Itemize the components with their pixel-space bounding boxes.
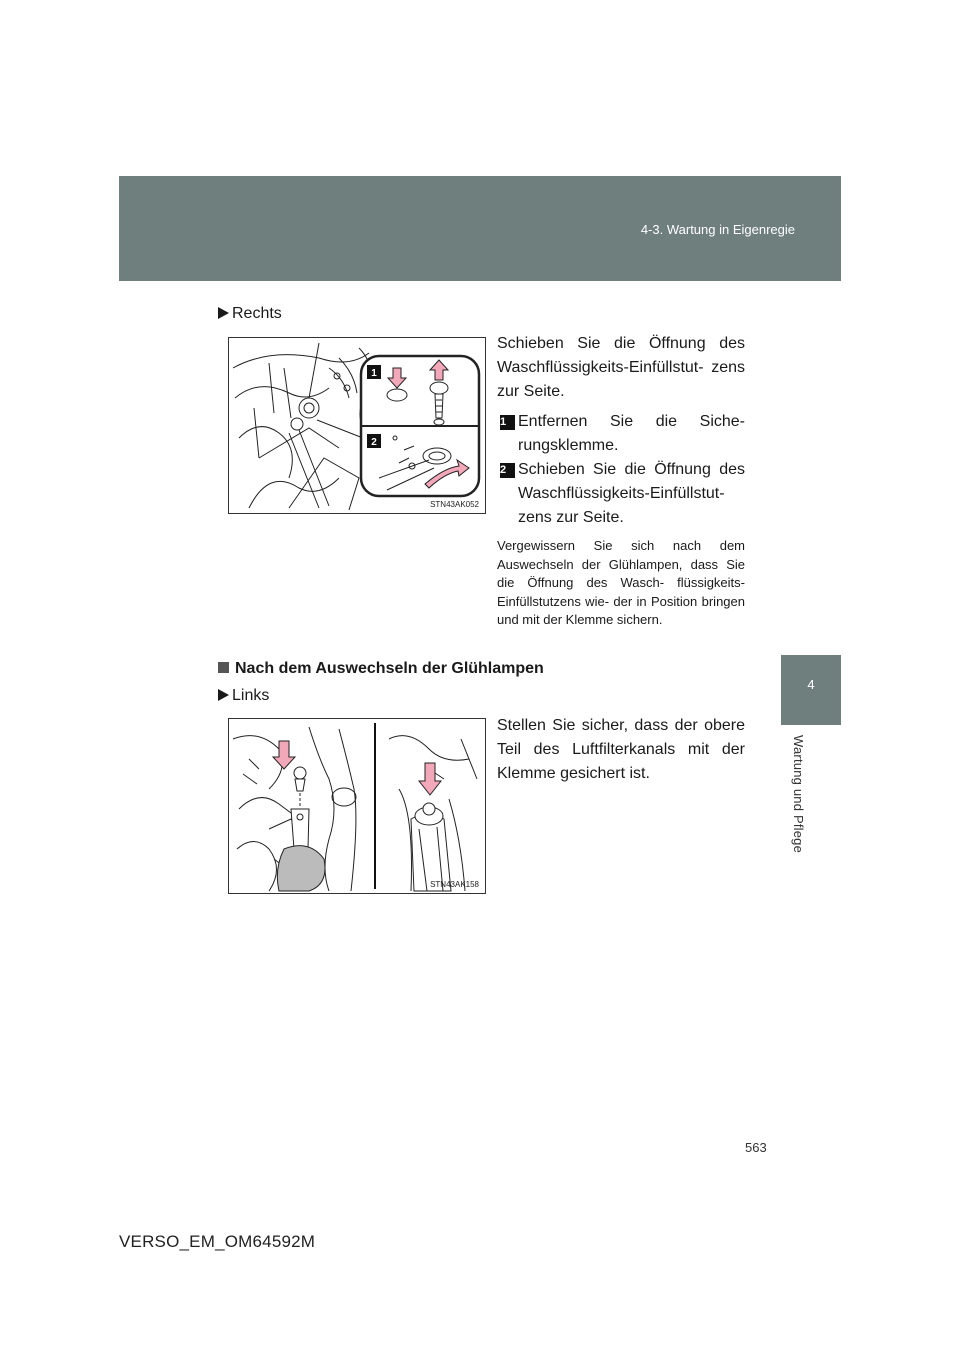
note-text: Vergewissern Sie sich nach dem Auswechseln der Glühlampen, dass Sie die Öffnung des Wasch- flüssigkeits-Einfüllstutzens wie- der in Position bringen und mit der Klemme sichern. — [497, 538, 745, 627]
step-number-2: 2 — [500, 463, 515, 478]
figure-label-2: 2 — [371, 437, 377, 448]
step-number-1: 1 — [500, 415, 515, 430]
step-2: 2 Schieben Sie die Öffnung des Waschflüssigkeits-Einfüllstut- zens zur Seite. — [500, 461, 745, 526]
arrow-down-icon — [419, 763, 441, 795]
page-number: 563 — [745, 1140, 767, 1155]
header-band — [119, 176, 841, 281]
air-duct-illustration — [229, 719, 485, 893]
engine-bay-illustration — [229, 338, 485, 513]
figure-left-air-duct — [228, 718, 486, 894]
subheading-rechts: Rechts — [218, 305, 282, 323]
figure-right-washer-inlet — [228, 337, 486, 514]
chapter-label: Wartung und Pflege — [791, 735, 806, 854]
figure-code: STN43AK052 — [430, 500, 479, 509]
section-heading: Nach dem Auswechseln der Glühlampen — [218, 660, 544, 678]
after-text: Stellen Sie sicher, dass der obere Teil des Luftfilterkanals mit der Klemme gesichert ist. — [497, 717, 745, 782]
square-bullet-icon — [218, 662, 229, 673]
header-title: 4-3. Wartung in Eigenregie — [640, 222, 795, 237]
footer-code: VERSO_EM_OM64592M — [119, 1232, 316, 1251]
chapter-tab[interactable] — [781, 655, 841, 725]
subheading-links: Links — [218, 687, 269, 705]
figure-code: STN43AK158 — [430, 880, 479, 889]
step-1: 1 Entfernen Sie die Siche- rungsklemme. — [500, 413, 745, 454]
arrow-down-icon — [273, 741, 295, 769]
triangle-bullet-icon — [218, 689, 229, 701]
triangle-bullet-icon — [218, 307, 229, 319]
intro-text: Schieben Sie die Öffnung des Waschflüssigkeits-Einfüllstut- zens zur Seite. — [497, 335, 745, 400]
chapter-number: 4 — [807, 677, 815, 692]
figure-label-1: 1 — [371, 368, 377, 379]
